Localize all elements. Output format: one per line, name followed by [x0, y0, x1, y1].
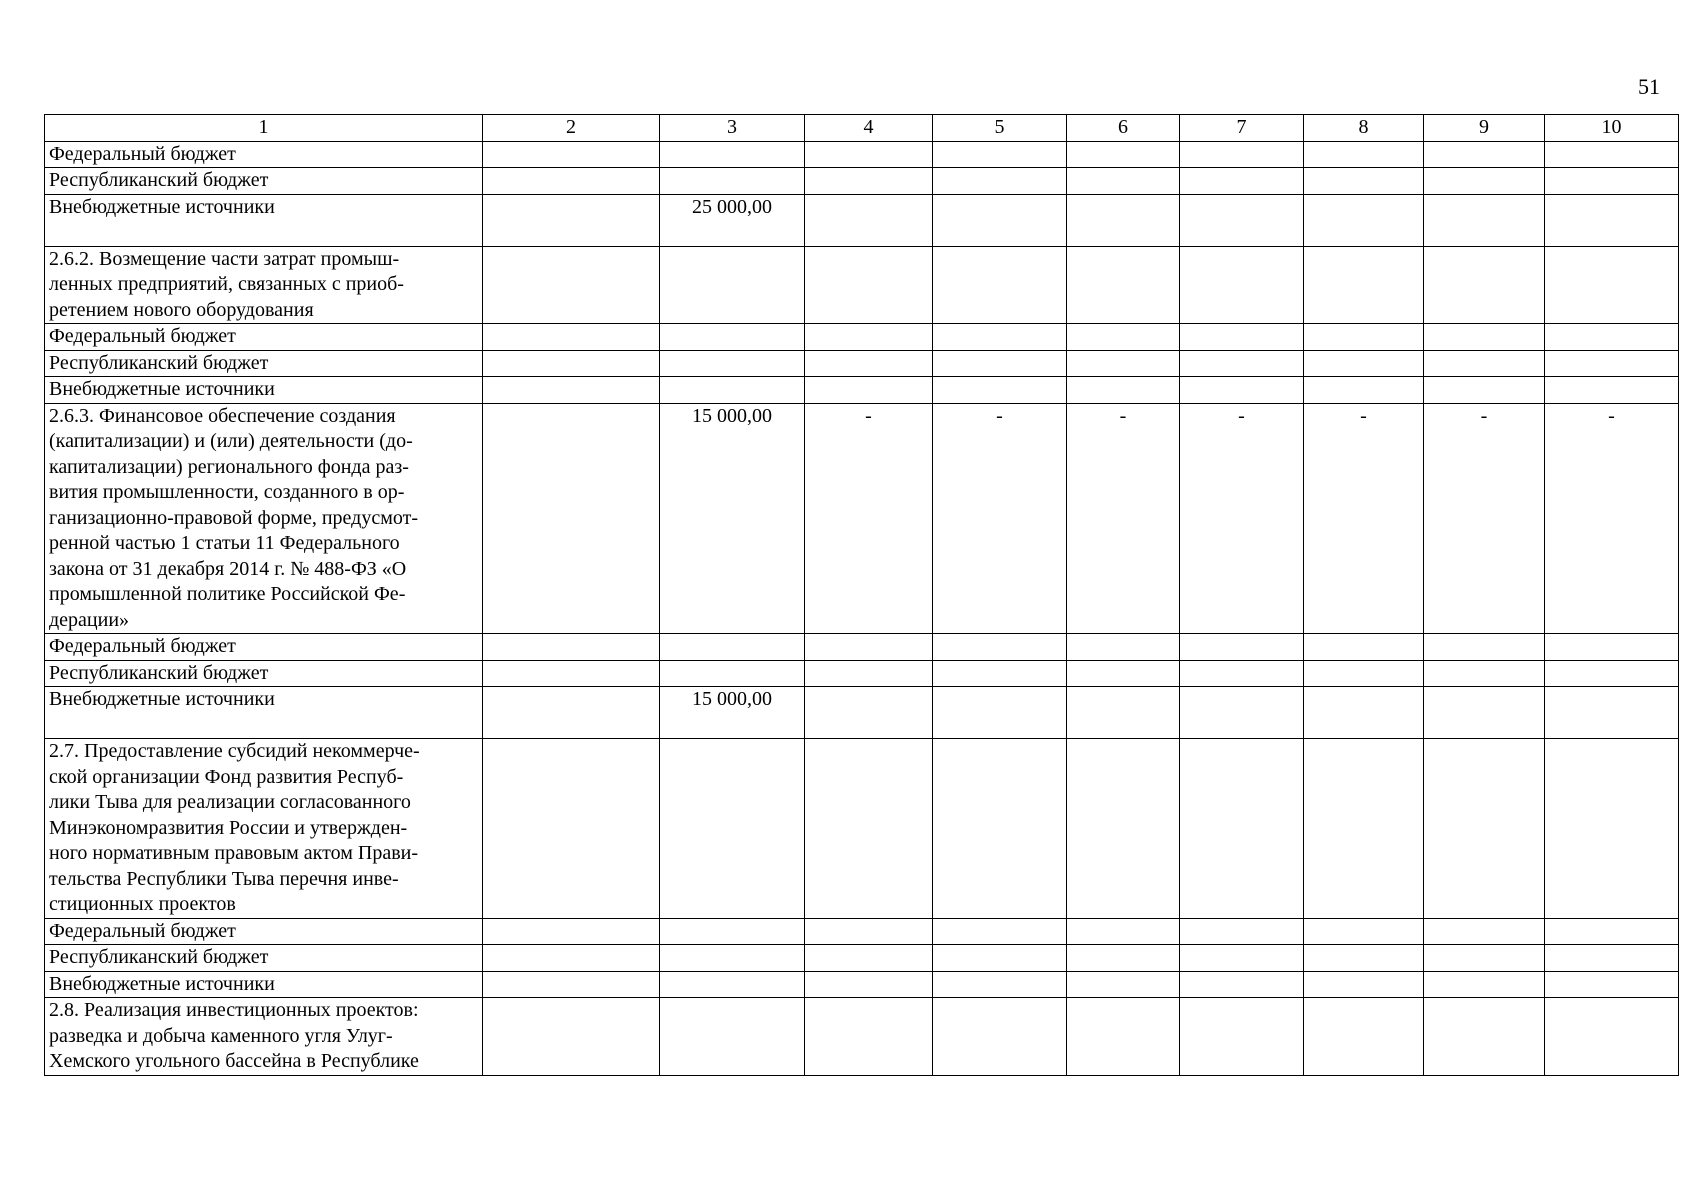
- value-cell: [1545, 350, 1679, 377]
- value-cell: [1424, 918, 1545, 945]
- column-2-cell: [483, 660, 660, 687]
- value-cell: [1304, 168, 1424, 195]
- value-cell: [933, 194, 1067, 246]
- value-cell: [1545, 377, 1679, 404]
- value-cell: [1545, 246, 1679, 324]
- value-cell: [660, 350, 805, 377]
- value-cell: [1180, 660, 1304, 687]
- column-2-cell: [483, 141, 660, 168]
- value-cell: [1180, 945, 1304, 972]
- value-cell: [1545, 945, 1679, 972]
- column-2-cell: [483, 350, 660, 377]
- row-label: Республиканский бюджет: [45, 350, 483, 377]
- value-cell: [1180, 971, 1304, 998]
- value-cell: [1304, 998, 1424, 1076]
- value-cell: [805, 660, 933, 687]
- value-cell: [1545, 141, 1679, 168]
- table-row: [45, 377, 1679, 404]
- value-cell: [1424, 141, 1545, 168]
- table-row: [45, 168, 1679, 195]
- value-cell: [660, 918, 805, 945]
- value-cell: [1304, 918, 1424, 945]
- column-2-cell: [483, 377, 660, 404]
- table-row: [45, 971, 1679, 998]
- value-cell: [1304, 971, 1424, 998]
- value-cell: [1180, 168, 1304, 195]
- table-row: [45, 634, 1679, 661]
- value-cell: 15 000,00: [660, 403, 805, 634]
- value-cell: [660, 945, 805, 972]
- value-cell: [1180, 918, 1304, 945]
- value-cell: [1545, 168, 1679, 195]
- column-2-cell: [483, 168, 660, 195]
- column-header: 2: [483, 115, 660, 142]
- value-cell: [805, 918, 933, 945]
- value-cell: [1067, 998, 1180, 1076]
- value-cell: [805, 739, 933, 919]
- row-label: Республиканский бюджет: [45, 660, 483, 687]
- value-cell: [933, 998, 1067, 1076]
- value-cell: [1180, 350, 1304, 377]
- value-cell: [660, 246, 805, 324]
- value-cell: [933, 324, 1067, 351]
- column-header: 4: [805, 115, 933, 142]
- value-cell: [1424, 998, 1545, 1076]
- value-cell: [1067, 660, 1180, 687]
- row-label: 2.7. Предоставление субсидий некоммерче- ской организации Фонд развития Респуб- лики Тыва для реализации согласованного Минэкономразвития России и утвержден- ного нормативным правовым актом Прави- тельства Республики Тыва перечня инве- стиционных проектов: [45, 739, 483, 919]
- column-number-row: [45, 115, 1679, 142]
- budget-table: [44, 114, 1679, 1076]
- value-cell: [1304, 739, 1424, 919]
- value-cell: [660, 168, 805, 195]
- value-cell: [1424, 350, 1545, 377]
- column-header: 6: [1067, 115, 1180, 142]
- table-row: [45, 998, 1679, 1076]
- value-cell: [1304, 141, 1424, 168]
- value-cell: [933, 945, 1067, 972]
- column-header: 8: [1304, 115, 1424, 142]
- value-cell: [1067, 377, 1180, 404]
- value-cell: [660, 998, 805, 1076]
- column-2-cell: [483, 324, 660, 351]
- value-cell: [805, 141, 933, 168]
- column-header: 7: [1180, 115, 1304, 142]
- value-cell: [1067, 971, 1180, 998]
- value-cell: [660, 971, 805, 998]
- column-header: 9: [1424, 115, 1545, 142]
- value-cell: [805, 377, 933, 404]
- value-cell: [805, 168, 933, 195]
- value-cell: [1424, 377, 1545, 404]
- table-row: [45, 739, 1679, 919]
- value-cell: [1067, 634, 1180, 661]
- value-cell: -: [1304, 403, 1424, 634]
- value-cell: [1067, 687, 1180, 739]
- value-cell: [805, 324, 933, 351]
- row-label: 2.6.3. Финансовое обеспечение создания (капитализации) и (или) деятельности (до- капитализации) регионального фонда раз- вития промышленности, созданного в ор- ганизационно-правовой форме, предусмот- ренной частью 1 статьи 11 Федерального закона от 31 декабря 2014 г. № 488-ФЗ «О промышленной политике Российской Фе- дерации»: [45, 403, 483, 634]
- value-cell: [1424, 168, 1545, 195]
- column-header: 5: [933, 115, 1067, 142]
- value-cell: [1545, 918, 1679, 945]
- column-2-cell: [483, 403, 660, 634]
- value-cell: [805, 687, 933, 739]
- table-row: [45, 324, 1679, 351]
- column-2-cell: [483, 194, 660, 246]
- table-row: [45, 918, 1679, 945]
- value-cell: [1424, 660, 1545, 687]
- column-2-cell: [483, 634, 660, 661]
- value-cell: [1180, 324, 1304, 351]
- value-cell: [660, 324, 805, 351]
- value-cell: -: [1067, 403, 1180, 634]
- value-cell: [1067, 141, 1180, 168]
- row-label: Федеральный бюджет: [45, 634, 483, 661]
- column-2-cell: [483, 246, 660, 324]
- value-cell: [1545, 324, 1679, 351]
- value-cell: [1304, 194, 1424, 246]
- table-body: [45, 141, 1679, 1075]
- value-cell: [1180, 739, 1304, 919]
- value-cell: [1067, 350, 1180, 377]
- value-cell: [805, 194, 933, 246]
- value-cell: [1424, 324, 1545, 351]
- row-label: Внебюджетные источники: [45, 971, 483, 998]
- value-cell: [1067, 168, 1180, 195]
- table-row: [45, 246, 1679, 324]
- value-cell: [1180, 634, 1304, 661]
- value-cell: [1067, 918, 1180, 945]
- value-cell: [1424, 634, 1545, 661]
- value-cell: [933, 350, 1067, 377]
- value-cell: [660, 377, 805, 404]
- value-cell: [1424, 739, 1545, 919]
- value-cell: [805, 945, 933, 972]
- value-cell: [1067, 739, 1180, 919]
- table-row: [45, 350, 1679, 377]
- value-cell: [1180, 194, 1304, 246]
- value-cell: [933, 377, 1067, 404]
- value-cell: [933, 739, 1067, 919]
- value-cell: [1304, 687, 1424, 739]
- value-cell: [1424, 945, 1545, 972]
- value-cell: [1180, 246, 1304, 324]
- value-cell: [1545, 194, 1679, 246]
- value-cell: [933, 634, 1067, 661]
- value-cell: [1545, 739, 1679, 919]
- row-label: Внебюджетные источники: [45, 194, 483, 246]
- budget-table-container: [44, 114, 1679, 1076]
- row-label: Республиканский бюджет: [45, 945, 483, 972]
- value-cell: [1067, 324, 1180, 351]
- value-cell: [660, 141, 805, 168]
- value-cell: [1304, 660, 1424, 687]
- value-cell: [933, 246, 1067, 324]
- table-row: [45, 194, 1679, 246]
- value-cell: [1067, 945, 1180, 972]
- row-label: Внебюджетные источники: [45, 687, 483, 739]
- value-cell: [1180, 377, 1304, 404]
- value-cell: -: [933, 403, 1067, 634]
- value-cell: [933, 918, 1067, 945]
- column-header: 1: [45, 115, 483, 142]
- value-cell: [933, 141, 1067, 168]
- value-cell: [1304, 246, 1424, 324]
- value-cell: [805, 350, 933, 377]
- value-cell: [1180, 141, 1304, 168]
- value-cell: [660, 660, 805, 687]
- value-cell: -: [805, 403, 933, 634]
- row-label: 2.8. Реализация инвестиционных проектов: разведка и добыча каменного угля Улуг- Хемского угольного бассейна в Республике: [45, 998, 483, 1076]
- column-header: 3: [660, 115, 805, 142]
- value-cell: [933, 660, 1067, 687]
- table-row: [45, 660, 1679, 687]
- table-row: [45, 403, 1679, 634]
- row-label: Федеральный бюджет: [45, 141, 483, 168]
- column-2-cell: [483, 739, 660, 919]
- value-cell: [1545, 660, 1679, 687]
- column-header: 10: [1545, 115, 1679, 142]
- column-2-cell: [483, 687, 660, 739]
- value-cell: [660, 739, 805, 919]
- value-cell: [1424, 687, 1545, 739]
- value-cell: -: [1180, 403, 1304, 634]
- value-cell: [1304, 377, 1424, 404]
- value-cell: [805, 634, 933, 661]
- value-cell: [1304, 350, 1424, 377]
- value-cell: 15 000,00: [660, 687, 805, 739]
- value-cell: [660, 634, 805, 661]
- row-label: Федеральный бюджет: [45, 918, 483, 945]
- value-cell: [1545, 971, 1679, 998]
- row-label: Внебюджетные источники: [45, 377, 483, 404]
- page-number: 51: [1638, 74, 1660, 99]
- value-cell: [933, 971, 1067, 998]
- value-cell: [1545, 634, 1679, 661]
- column-2-cell: [483, 945, 660, 972]
- value-cell: [805, 246, 933, 324]
- value-cell: -: [1424, 403, 1545, 634]
- column-2-cell: [483, 971, 660, 998]
- value-cell: [1180, 998, 1304, 1076]
- value-cell: [1424, 246, 1545, 324]
- value-cell: [933, 168, 1067, 195]
- value-cell: [805, 971, 933, 998]
- value-cell: [1545, 687, 1679, 739]
- table-row: [45, 687, 1679, 739]
- column-2-cell: [483, 998, 660, 1076]
- value-cell: [805, 998, 933, 1076]
- table-row: [45, 141, 1679, 168]
- column-2-cell: [483, 918, 660, 945]
- value-cell: [1545, 998, 1679, 1076]
- value-cell: [1304, 945, 1424, 972]
- value-cell: [1424, 194, 1545, 246]
- value-cell: [1180, 687, 1304, 739]
- value-cell: [1304, 634, 1424, 661]
- table-row: [45, 945, 1679, 972]
- value-cell: [933, 687, 1067, 739]
- value-cell: 25 000,00: [660, 194, 805, 246]
- value-cell: [1424, 971, 1545, 998]
- value-cell: [1304, 324, 1424, 351]
- row-label: Республиканский бюджет: [45, 168, 483, 195]
- row-label: 2.6.2. Возмещение части затрат промыш- ленных предприятий, связанных с приоб- ретением нового оборудования: [45, 246, 483, 324]
- row-label: Федеральный бюджет: [45, 324, 483, 351]
- value-cell: [1067, 246, 1180, 324]
- value-cell: -: [1545, 403, 1679, 634]
- value-cell: [1067, 194, 1180, 246]
